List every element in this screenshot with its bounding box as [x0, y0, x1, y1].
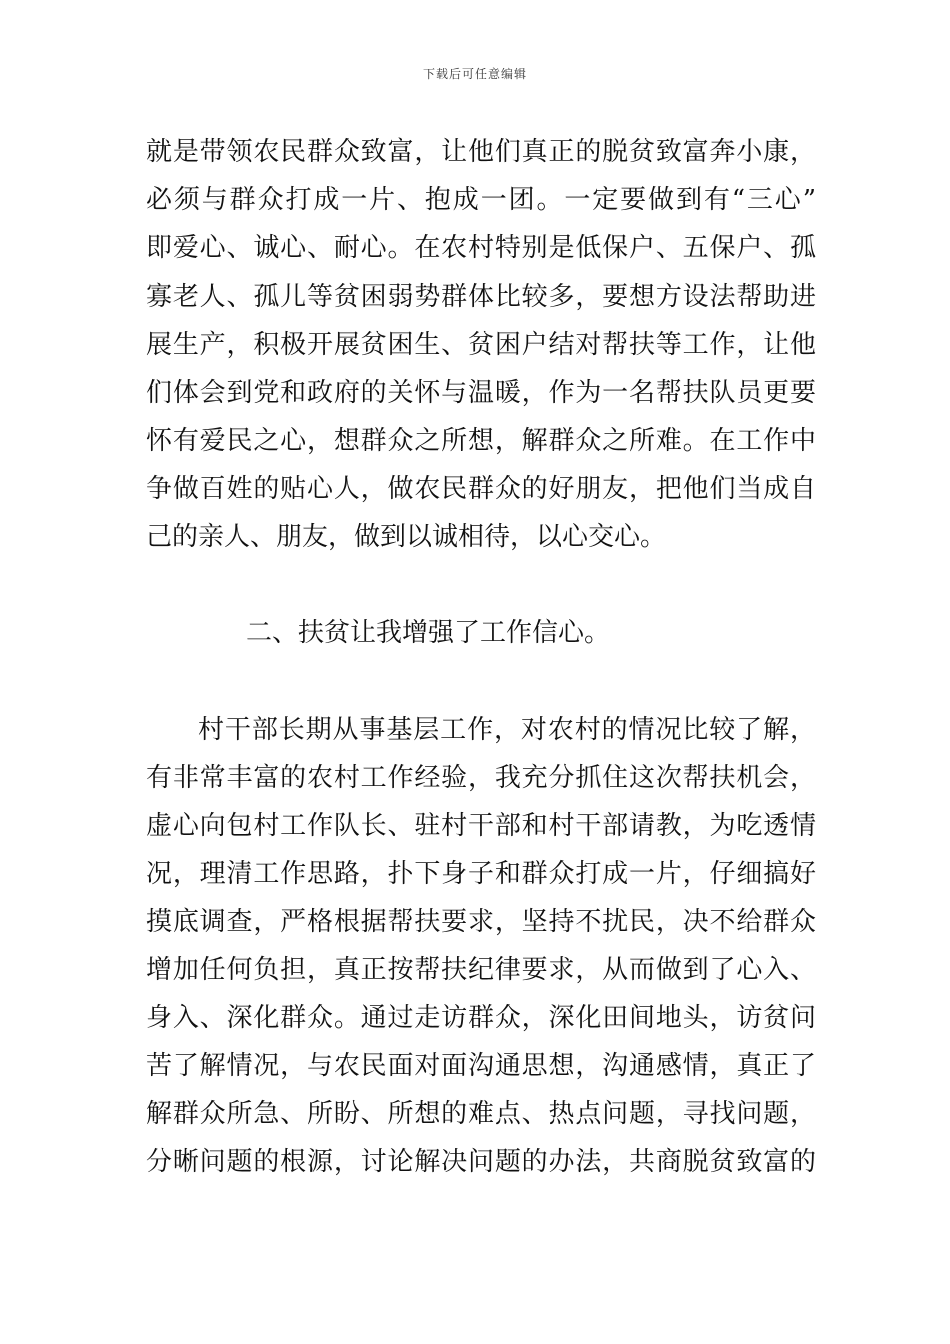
paragraph-1-line-4: 寡老人、孤儿等贫困弱势群体比较多，要想方设法帮助进	[146, 282, 816, 312]
paragraph-1-line-5: 展生产，积极开展贫困生、贫困户结对帮扶等工作，让他	[146, 330, 816, 360]
paragraph-1-line-7: 怀有爱民之心，想群众之所想，解群众之所难。在工作中	[146, 426, 816, 456]
paragraph-2-line-7: 身入、深化群众。通过走访群众，深化田间地头，访贫问	[146, 1003, 816, 1033]
header-note: 下载后可任意编辑	[422, 67, 527, 81]
paragraph-1-line-1: 就是带领农民群众致富，让他们真正的脱贫致富奔小康，	[146, 137, 816, 167]
paragraph-2-line-8: 苦了解情况，与农民面对面沟通思想，沟通感情，真正了	[146, 1051, 816, 1081]
paragraph-1-line-3: 即爱心、诚心、耐心。在农村特别是低保户、五保户、孤	[146, 233, 816, 263]
paragraph-2-line-9: 解群众所急、所盼、所想的难点、热点问题，寻找问题，	[146, 1099, 816, 1129]
paragraph-2-line-4: 况，理清工作思路，扑下身子和群众打成一片，仔细搞好	[146, 859, 816, 889]
paragraph-2-line-3: 虚心向包村工作队长、驻村干部和村干部请教，为吃透情	[146, 811, 816, 841]
section-heading: 二、扶贫让我增强了工作信心。	[246, 618, 611, 648]
paragraph-1-line-2: 必须与群众打成一片、抱成一团。一定要做到有“三心”	[146, 185, 816, 215]
paragraph-2-line-5: 摸底调查，严格根据帮扶要求，坚持不扰民，决不给群众	[146, 907, 816, 937]
paragraph-2-line-6: 增加任何负担，真正按帮扶纪律要求，从而做到了心入、	[146, 955, 816, 985]
paragraph-2-line-1: 村干部长期从事基层工作，对农村的情况比较了解，	[198, 715, 816, 745]
paragraph-1-line-8: 争做百姓的贴心人，做农民群众的好朋友，把他们当成自	[146, 474, 816, 504]
paragraph-1-line-9: 己的亲人、朋友，做到以诚相待，以心交心。	[146, 522, 667, 552]
paragraph-2-line-2: 有非常丰富的农村工作经验，我充分抓住这次帮扶机会，	[146, 763, 816, 793]
paragraph-1-line-6: 们体会到党和政府的关怀与温暖，作为一名帮扶队员更要	[146, 378, 816, 408]
paragraph-2-line-10: 分晰问题的根源，讨论解决问题的办法，共商脱贫致富的	[146, 1147, 816, 1177]
